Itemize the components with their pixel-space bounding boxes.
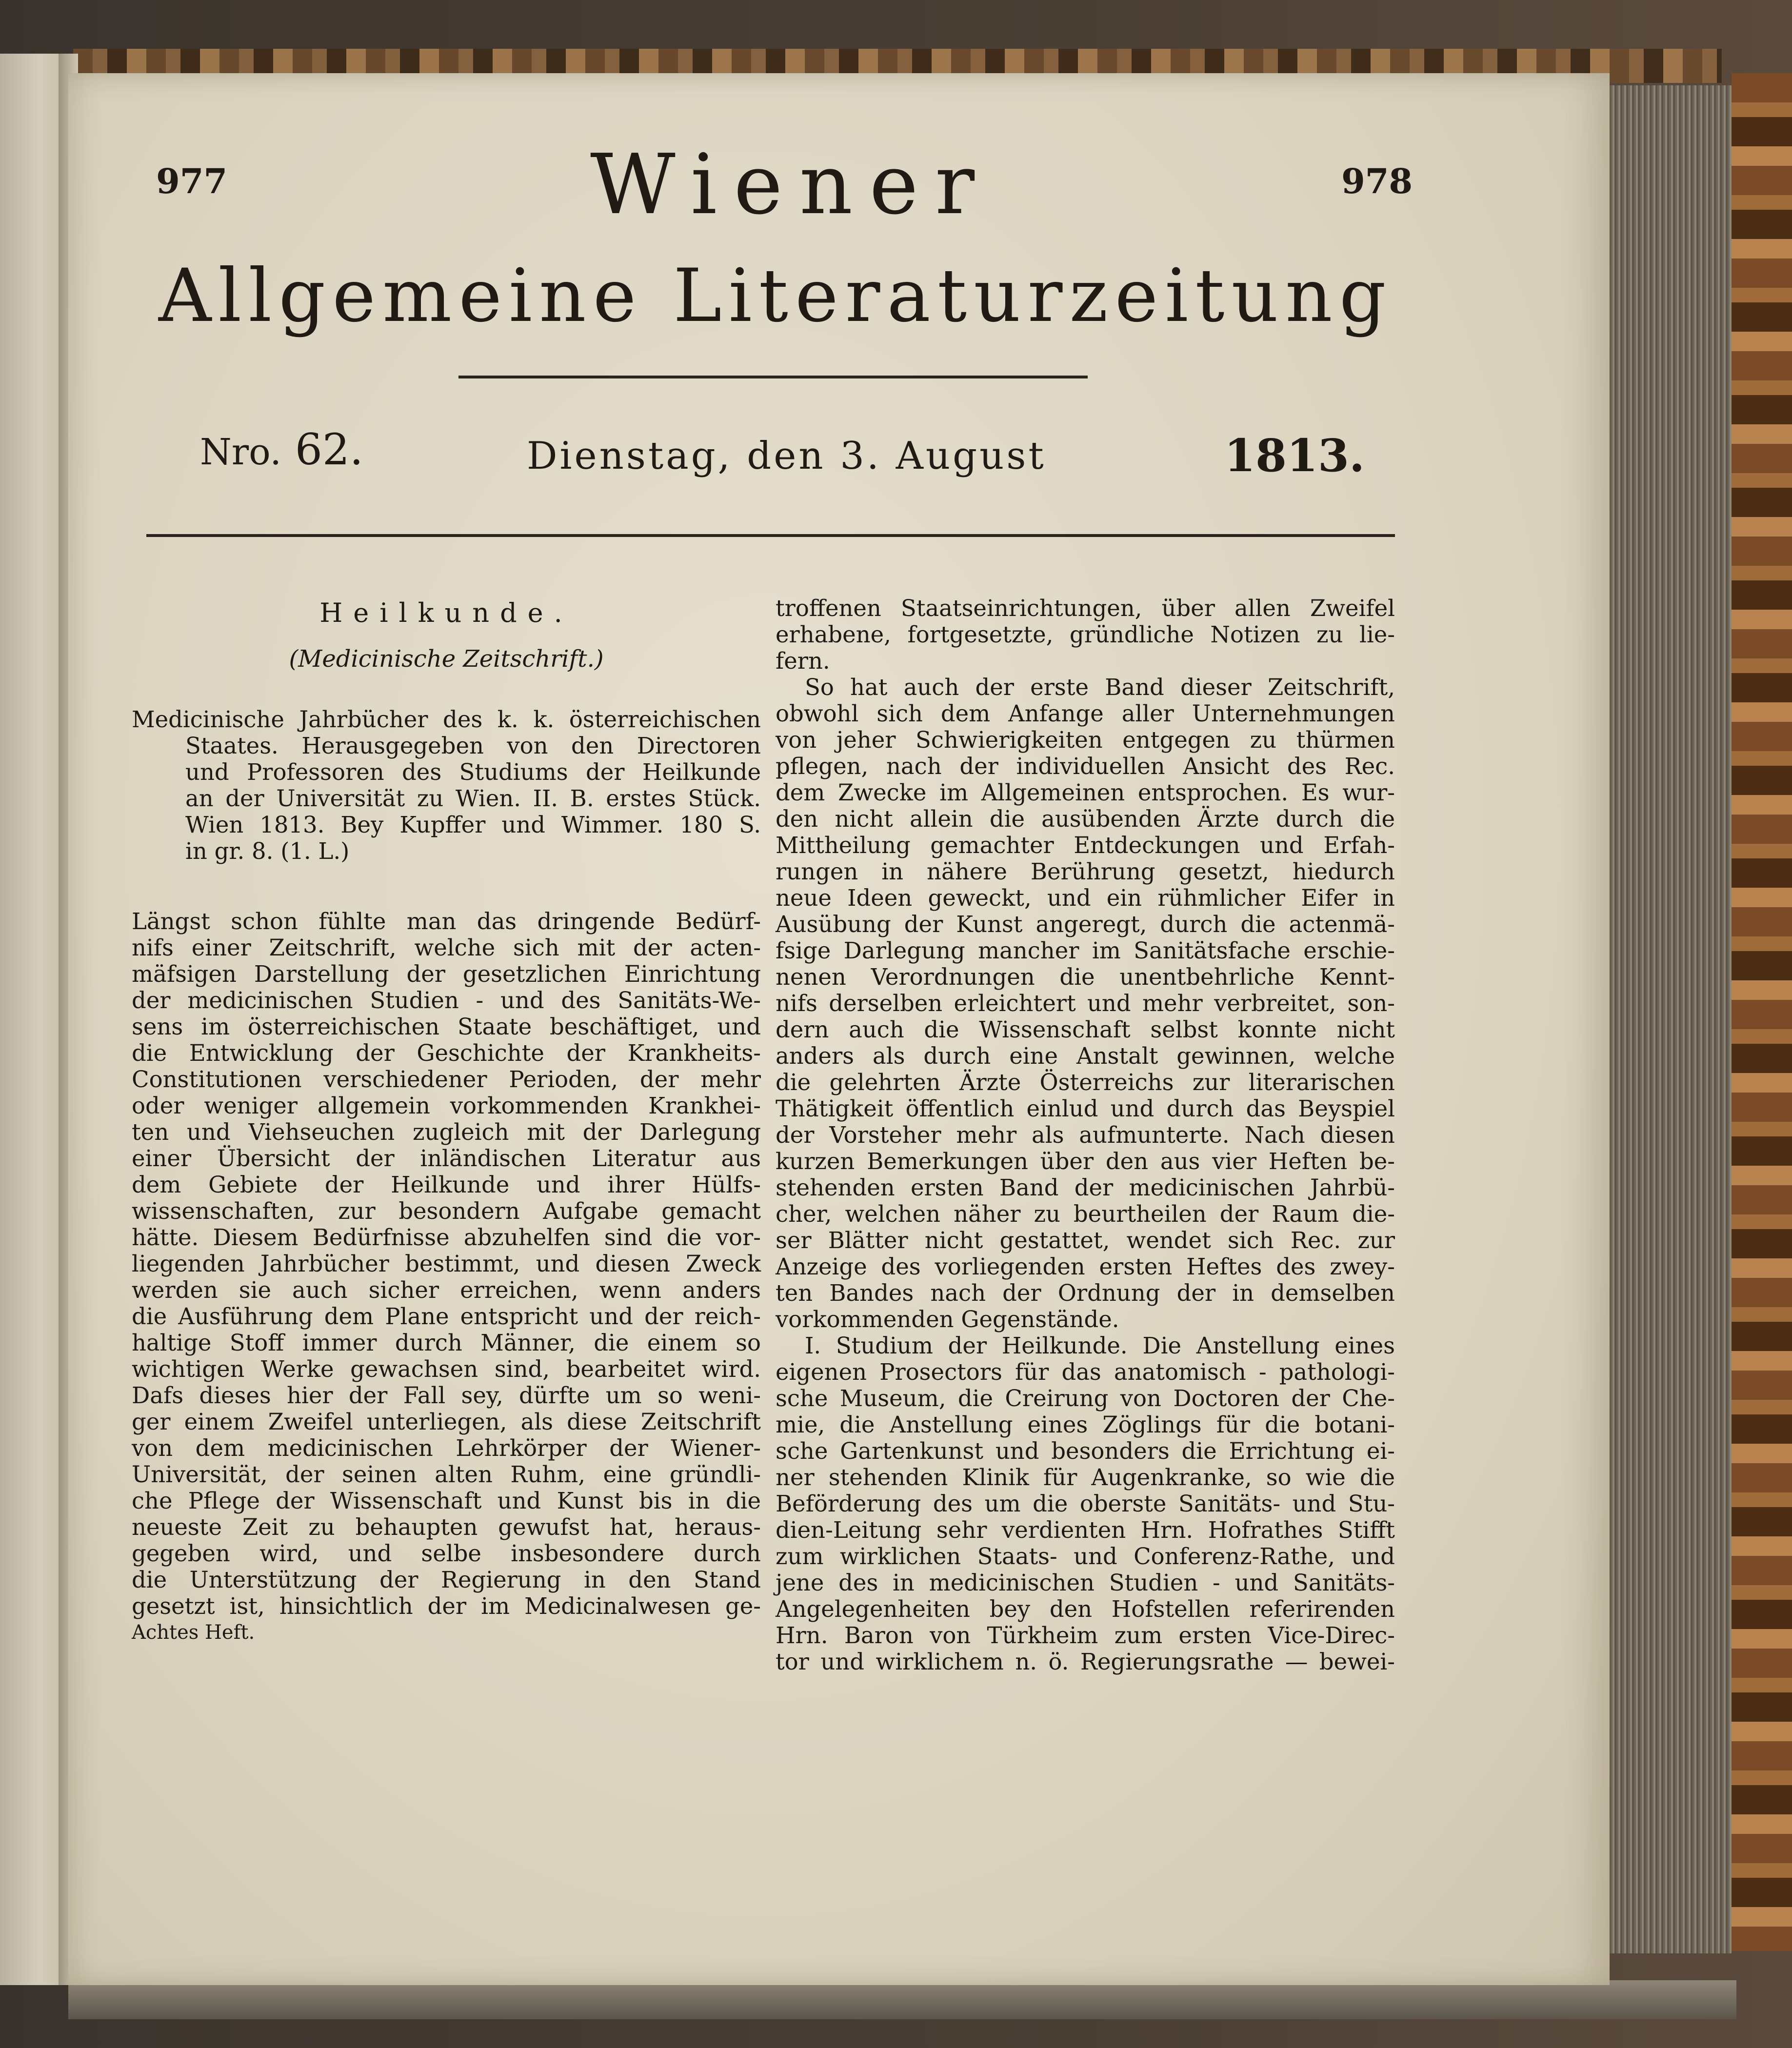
body-line: Längst schon fühlte man das dringende Bedürf-: [132, 908, 761, 935]
body-line: stehenden ersten Band der medicinischen Jahrbü-: [776, 1174, 1395, 1201]
body-line: I. Studium der Heilkunde. Die Anstellung eines: [805, 1332, 1395, 1359]
body-line: die Unterstützung der Regierung in den Stand: [132, 1567, 761, 1593]
body-line: obwohl sich dem Anfange aller Unternehmungen: [776, 700, 1395, 727]
signature-mark: Achtes Heft.: [132, 1621, 255, 1644]
section-title: Heilkunde.: [319, 597, 573, 628]
body-line: Ausübung der Kunst angeregt, durch die actenmä-: [776, 911, 1395, 937]
body-line: sche Gartenkunst und besonders die Errichtung ei-: [776, 1438, 1395, 1464]
body-line: den nicht allein die ausübenden Ärzte durch die: [776, 806, 1395, 832]
body-line: dien-Leitung sehr verdienten Hrn. Hofrathes Stifft: [776, 1517, 1395, 1543]
issue-date: Dienstag, den 3. August: [527, 434, 1046, 478]
body-line: Hrn. Baron von Türkheim zum ersten Vice-Direc-: [776, 1622, 1395, 1649]
body-line: die gelehrten Ärzte Österreichs zur literarischen: [776, 1069, 1395, 1095]
left-column: [132, 585, 761, 1644]
body-line: eigenen Prosectors für das anatomisch - pathologi-: [776, 1359, 1395, 1385]
body-line: wissenschaften, zur besondern Aufgabe gemacht: [132, 1198, 761, 1224]
body-line: mie, die Anstellung eines Zöglings für die botani-: [776, 1412, 1395, 1438]
body-line: der medicinischen Studien - und des Sanitäts-We-: [132, 987, 761, 1014]
book-reference-line: an der Universität zu Wien. II. B. erstes Stück.: [185, 785, 761, 812]
body-line: nifs derselben erleichtert und mehr verbreitet, son-: [776, 990, 1395, 1016]
right-paragraph-1: [776, 595, 1395, 674]
body-line: Dafs dieses hier der Fall sey, dürfte um so weni-: [132, 1382, 761, 1409]
body-line: jene des in medicinischen Studien - und Sanitäts-: [776, 1570, 1395, 1596]
facing-page-edge: [0, 54, 66, 1985]
body-line: ger einem Zweifel unterliegen, als diese Zeitschrift: [132, 1409, 761, 1435]
body-line: ner stehenden Klinik für Augenkranke, so wie die: [776, 1464, 1395, 1491]
body-line: gegeben wird, und selbe insbesondere durch: [132, 1540, 761, 1567]
book-reference-line: in gr. 8. (1. L.): [185, 838, 350, 864]
marbled-cover-edge: [1732, 73, 1792, 1951]
body-line: sche Museum, die Creirung von Doctoren der Che-: [776, 1385, 1395, 1412]
body-line: werden sie auch sicher erreichen, wenn anders: [132, 1277, 761, 1303]
right-paragraph-3: [776, 1332, 1395, 1675]
issue-label: Nro.: [200, 431, 281, 473]
body-line: wichtigen Werke gewachsen sind, bearbeitet wird.: [132, 1356, 761, 1382]
header-rule: [146, 534, 1395, 537]
body-line: der Vorsteher mehr als aufmunterte. Nach diesen: [776, 1122, 1395, 1148]
right-paragraph-2: [776, 674, 1395, 1332]
section-subtitle: (Medicinische Zeitschrift.): [289, 645, 604, 673]
body-line: Constitutionen verschiedener Perioden, der mehr: [132, 1066, 761, 1093]
body-line: Mittheilung gemachter Entdeckungen und Erfah-: [776, 832, 1395, 858]
book-reference-line: und Professoren des Studiums der Heilkunde: [185, 759, 761, 785]
body-line: dem Gebiete der Heilkunde und ihrer Hülfs-: [132, 1172, 761, 1198]
body-line: Thätigkeit öffentlich einlud und durch das Beyspiel: [776, 1095, 1395, 1122]
book-reference: [132, 706, 761, 864]
right-column: [776, 595, 1395, 1675]
body-line: anders als durch eine Anstalt gewinnen, welche: [776, 1043, 1395, 1069]
body-line: fern.: [776, 648, 830, 674]
body-line: tor und wirklichem n. ö. Regierungsrathe — bewei-: [776, 1649, 1395, 1675]
body-line: kurzen Bemerkungen über den aus vier Heften be-: [776, 1148, 1395, 1174]
body-line: pflegen, nach der individuellen Ansicht des Rec.: [776, 753, 1395, 779]
body-line: vorkommenden Gegenstände.: [776, 1306, 1119, 1332]
body-line: oder weniger allgemein vorkommenden Krankhei-: [132, 1093, 761, 1119]
body-line: neue Ideen geweckt, und ein rühmlicher Eifer in: [776, 885, 1395, 911]
body-line: von jeher Schwierigkeiten entgegen zu thürmen: [776, 727, 1395, 753]
left-body-text: [132, 908, 761, 1619]
body-line: neueste Zeit zu behaupten gewufst hat, heraus-: [132, 1514, 761, 1540]
body-line: die Ausführung dem Plane entspricht und der reich-: [132, 1303, 761, 1330]
book-reference-line: Medicinische Jahrbücher des k. k. österreichischen: [132, 706, 761, 733]
issue-value: 62.: [295, 424, 363, 475]
body-line: dem Zwecke im Allgemeinen entsprochen. Es wur-: [776, 779, 1395, 806]
page-number-left: 977: [156, 161, 228, 201]
body-line: nenen Verordnungen die unentbehrliche Kennt-: [776, 964, 1395, 990]
book-reference-line: Staates. Herausgegeben von den Directoren: [185, 733, 761, 759]
body-line: die Entwicklung der Geschichte der Krankheits-: [132, 1040, 761, 1066]
body-line: Angelegenheiten bey den Hofstellen referirenden: [776, 1596, 1395, 1622]
body-line: che Pflege der Wissenschaft und Kunst bis in die: [132, 1488, 761, 1514]
body-line: Beförderung des um die oberste Sanitäts- und Stu-: [776, 1491, 1395, 1517]
issue-number: [200, 424, 363, 475]
body-line: hätte. Diesem Bedürfnisse abzuhelfen sind die vor-: [132, 1224, 761, 1251]
body-line: ser Blätter nicht gestattet, wendet sich Rec. zur: [776, 1227, 1395, 1253]
page-fore-edge: [1605, 85, 1732, 1953]
page-number-right: 978: [1341, 161, 1413, 201]
body-line: fsige Darlegung mancher im Sanitätsfache erschie-: [776, 937, 1395, 964]
body-line: haltige Stoff immer durch Männer, die einem so: [132, 1330, 761, 1356]
masthead-title-line2: Allgemeine Literaturzeitung: [159, 254, 1393, 338]
body-line: cher, welchen näher zu beurtheilen der Raum die-: [776, 1201, 1395, 1227]
issue-year: 1813.: [1224, 429, 1365, 482]
body-line: rungen in nähere Berührung gesetzt, hiedurch: [776, 858, 1395, 885]
body-line: gesetzt ist, hinsichtlich der im Medicinalwesen ge-: [132, 1593, 761, 1619]
body-line: einer Übersicht der inländischen Literatur aus: [132, 1145, 761, 1172]
body-line: zum wirklichen Staats- und Conferenz-Rathe, und: [776, 1543, 1395, 1570]
body-line: dern auch die Wissenschaft selbst konnte nicht: [776, 1016, 1395, 1043]
body-line: sens im österreichischen Staate beschäftiget, und: [132, 1014, 761, 1040]
body-line: Universität, der seinen alten Ruhm, eine gründli-: [132, 1461, 761, 1488]
book-bottom-edge: [68, 1980, 1736, 2019]
body-line: liegenden Jahrbücher bestimmt, und diesen Zweck: [132, 1251, 761, 1277]
body-line: Anzeige des vorliegenden ersten Heftes des zwey-: [776, 1253, 1395, 1280]
body-line: nifs einer Zeitschrift, welche sich mit der acten-: [132, 935, 761, 961]
body-line: ten und Viehseuchen zugleich mit der Darlegung: [132, 1119, 761, 1145]
masthead-rule: [458, 376, 1088, 378]
body-line: ten Bandes nach der Ordnung der in demselben: [776, 1280, 1395, 1306]
masthead-title-line1: Wiener: [590, 137, 992, 233]
book-reference-line: Wien 1813. Bey Kupffer und Wimmer. 180 S.: [185, 812, 761, 838]
body-line: troffenen Staatseinrichtungen, über allen Zweifel: [776, 595, 1395, 621]
body-line: von dem medicinischen Lehrkörper der Wiener-: [132, 1435, 761, 1461]
body-line: So hat auch der erste Band dieser Zeitschrift,: [805, 674, 1395, 700]
body-line: mäfsigen Darstellung der gesetzlichen Einrichtung: [132, 961, 761, 987]
body-line: erhabene, fortgesetzte, gründliche Notizen zu lie-: [776, 621, 1395, 648]
